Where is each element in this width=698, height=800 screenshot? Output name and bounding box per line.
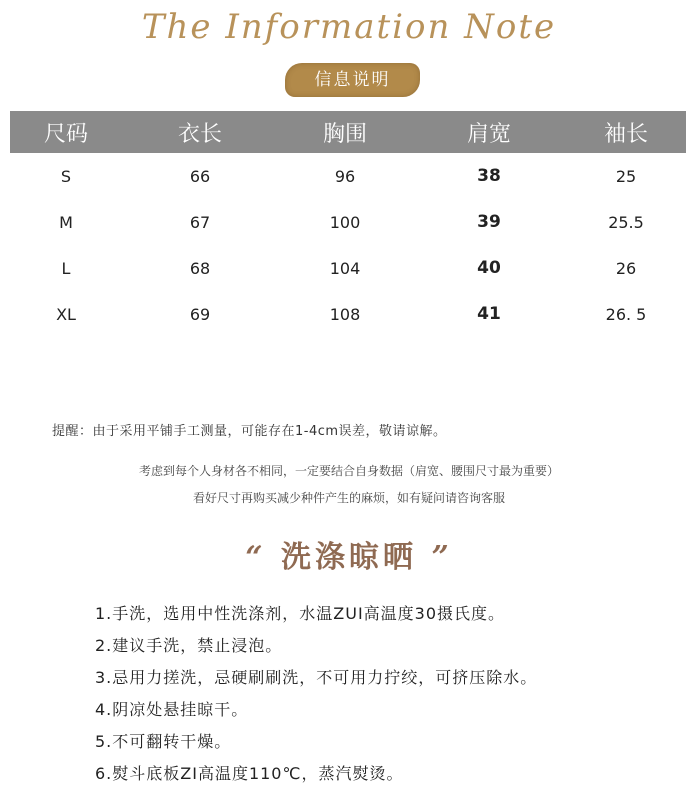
size-table — [10, 111, 686, 337]
cell-bust: 96 — [334, 166, 356, 186]
table-row — [10, 199, 686, 245]
table-row — [10, 245, 686, 291]
header-bust: 胸围 — [278, 111, 412, 153]
list-item: 4.阴凉处悬挂晾干。 — [95, 700, 249, 719]
size-advice-line: 考虑到每个人身材各不相同，一定要结合自身数据（肩宽、腰围尺寸最为重要） — [138, 464, 559, 478]
cell-length: 69 — [189, 304, 211, 324]
cell-size: S — [60, 166, 72, 186]
header-size: 尺码 — [10, 111, 122, 153]
cell-shoulder: 41 — [477, 304, 501, 324]
list-item: 6.熨斗底板ZI高温度110℃，蒸汽熨烫。 — [95, 764, 404, 783]
cell-shoulder: 39 — [477, 212, 501, 232]
info-badge — [285, 63, 420, 97]
measurement-reminder: 提醒：由于采用平铺手工测量，可能存在1-4cm误差，敬请谅解。 — [52, 424, 447, 439]
cell-bust: 100 — [329, 212, 361, 232]
header-length: 衣长 — [122, 111, 278, 153]
cell-sleeve: 26 — [615, 258, 637, 278]
table-header-row — [10, 111, 686, 153]
close-quote-mark: ” — [431, 540, 453, 575]
list-item: 2.建议手洗，禁止浸泡。 — [95, 636, 283, 655]
cell-length: 66 — [189, 166, 211, 186]
cell-bust: 104 — [329, 258, 361, 278]
info-badge-label: 信息说明 — [314, 70, 391, 90]
table-row — [10, 153, 686, 199]
cell-size: XL — [56, 304, 76, 324]
cell-shoulder: 38 — [477, 166, 501, 186]
care-instructions-list — [95, 598, 537, 790]
cell-sleeve: 26. 5 — [605, 304, 647, 324]
header-shoulder: 肩宽 — [412, 111, 566, 153]
list-item: 1.手洗，选用中性洗涤剂，水温ZUI高温度30摄氏度。 — [95, 604, 506, 623]
cell-length: 68 — [189, 258, 211, 278]
table-row — [10, 291, 686, 337]
cell-sleeve: 25.5 — [608, 212, 644, 232]
page-script-title: The Information Note — [141, 7, 557, 47]
cell-sleeve: 25 — [615, 166, 637, 186]
care-title-text: 洗涤晾晒 — [281, 540, 417, 575]
cell-size: L — [61, 258, 71, 278]
header-sleeve: 袖长 — [566, 111, 686, 153]
cell-bust: 108 — [329, 304, 361, 324]
care-section-title — [0, 536, 698, 580]
open-quote-mark: “ — [245, 540, 267, 575]
list-item: 5.不可翻转干燥。 — [95, 732, 232, 751]
list-item: 3.忌用力搓洗，忌硬刷刷洗，不可用力拧绞，可挤压除水。 — [95, 668, 538, 687]
size-advice-line: 看好尺寸再购买减少种件产生的麻烦，如有疑问请咨询客服 — [192, 491, 505, 505]
cell-size: M — [59, 212, 73, 232]
cell-length: 67 — [189, 212, 211, 232]
cell-shoulder: 40 — [477, 258, 501, 278]
